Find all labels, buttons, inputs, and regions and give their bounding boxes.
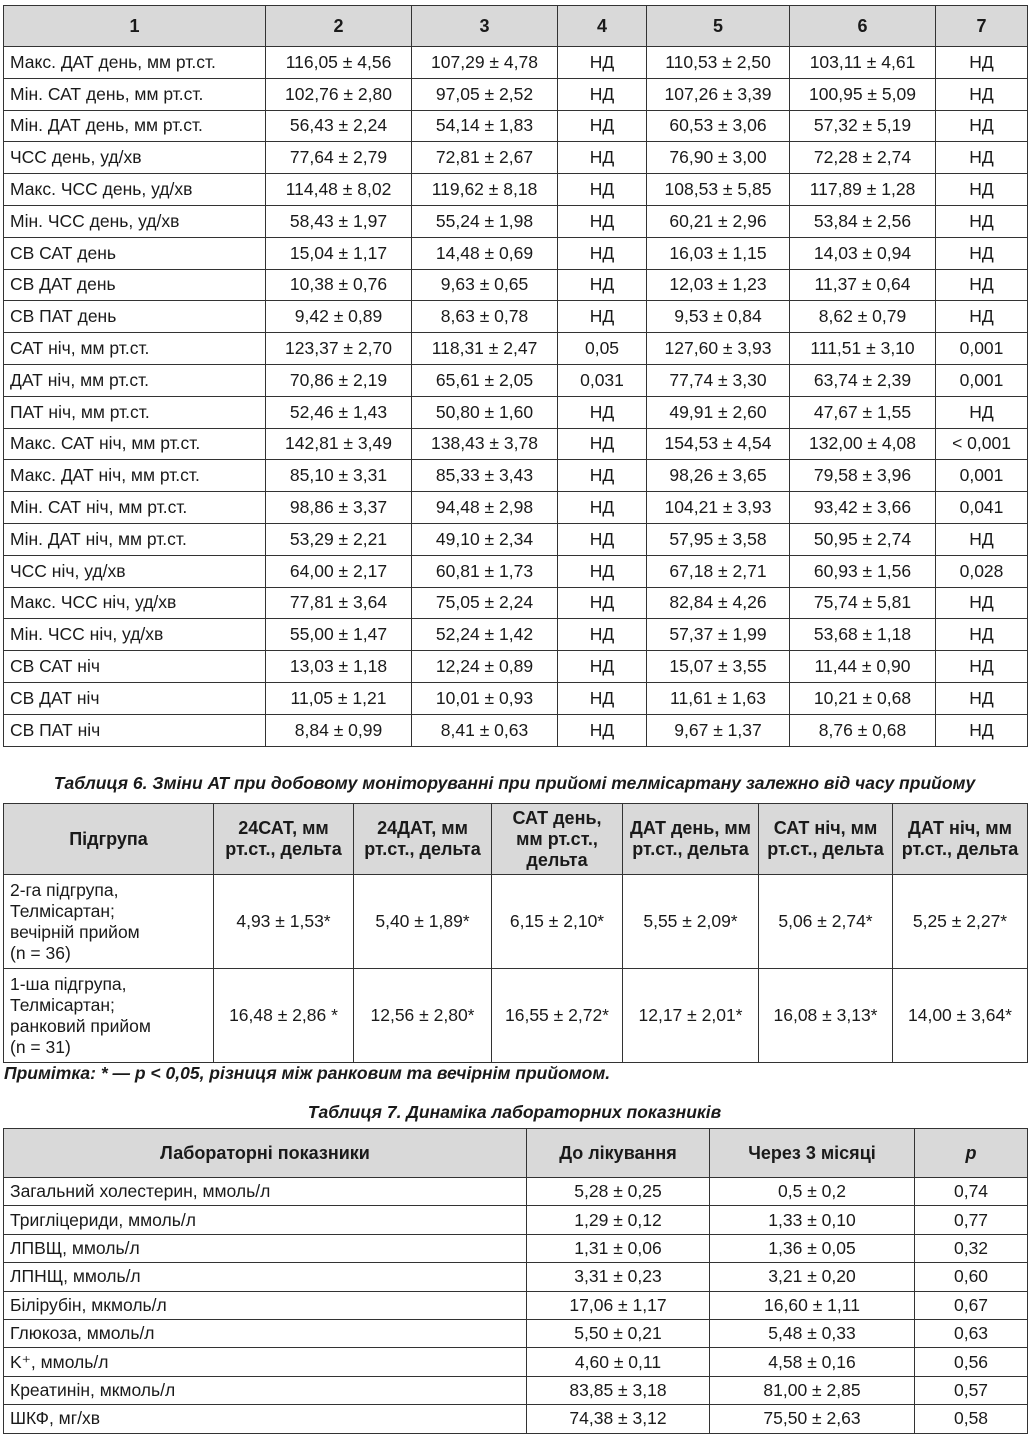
table-cell: 0,05 [558, 333, 647, 365]
row-label-cell: Креатинін, мкмоль/л [4, 1376, 527, 1404]
column-header: САТ ніч, мм рт.ст., дельта [759, 804, 893, 875]
table-cell: 12,24 ± 0,89 [412, 651, 558, 683]
table-cell: 75,74 ± 5,81 [790, 587, 936, 619]
table-body [4, 875, 1028, 1063]
table-row [4, 301, 1028, 333]
table-cell: НД [558, 205, 647, 237]
table-cell: 57,32 ± 5,19 [790, 110, 936, 142]
table-body [4, 1178, 1028, 1434]
table-cell: 60,93 ± 1,56 [790, 555, 936, 587]
column-header: 2 [266, 6, 412, 47]
table-header-row [4, 6, 1028, 47]
table-cell: 5,28 ± 0,25 [527, 1178, 710, 1206]
table-cell: 0,001 [936, 460, 1028, 492]
table-cell: 52,24 ± 1,42 [412, 619, 558, 651]
table-cell: 116,05 ± 4,56 [266, 47, 412, 79]
table-cell: 83,85 ± 3,18 [527, 1376, 710, 1404]
table-cell: 16,03 ± 1,15 [647, 237, 790, 269]
table-cell: 50,95 ± 2,74 [790, 523, 936, 555]
table-cell: 108,53 ± 5,85 [647, 174, 790, 206]
table-row [4, 78, 1028, 110]
table-cell: НД [936, 619, 1028, 651]
table-cell: 5,25 ± 2,27* [893, 875, 1028, 969]
table-cell: 1,29 ± 0,12 [527, 1206, 710, 1234]
table-cell: 0,63 [915, 1319, 1028, 1347]
row-label-cell: Мін. ЧСС день, уд/хв [4, 205, 266, 237]
table-cell: 82,84 ± 4,26 [647, 587, 790, 619]
row-label-cell: ЛПНЩ, ммоль/л [4, 1263, 527, 1291]
table-row [4, 396, 1028, 428]
table-cell: НД [558, 301, 647, 333]
row-label-cell: Мін. ДАТ день, мм рт.ст. [4, 110, 266, 142]
table-row [4, 1263, 1028, 1291]
table-row [4, 587, 1028, 619]
table-cell: 5,40 ± 1,89* [354, 875, 492, 969]
row-label-cell: Мін. ДАТ ніч, мм рт.ст. [4, 523, 266, 555]
table-cell: НД [936, 174, 1028, 206]
table-row [4, 1319, 1028, 1347]
table-cell: 81,00 ± 2,85 [710, 1376, 915, 1404]
table-cell: 47,67 ± 1,55 [790, 396, 936, 428]
table-cell: НД [558, 237, 647, 269]
row-label-cell: СВ САТ ніч [4, 651, 266, 683]
table-cell: 4,60 ± 0,11 [527, 1348, 710, 1376]
row-label-cell: САТ ніч, мм рт.ст. [4, 333, 266, 365]
table-cell: 1,36 ± 0,05 [710, 1234, 915, 1262]
table-row [4, 205, 1028, 237]
table-cell: 5,55 ± 2,09* [623, 875, 759, 969]
table-cell: 67,18 ± 2,71 [647, 555, 790, 587]
table-caption: Таблиця 6. Зміни АТ при добовому моніторуванні при прийомі телмісартану залежно від часу прийому [53, 773, 976, 793]
table-cell: 5,50 ± 0,21 [527, 1319, 710, 1347]
table-cell: < 0,001 [936, 428, 1028, 460]
column-header: 24ДАТ, мм рт.ст., дельта [354, 804, 492, 875]
table-row [4, 1291, 1028, 1319]
table-row [4, 110, 1028, 142]
table-cell: НД [558, 587, 647, 619]
column-header: 24САТ, мм рт.ст., дельта [214, 804, 354, 875]
row-label-cell: ПАТ ніч, мм рт.ст. [4, 396, 266, 428]
table-cell: 138,43 ± 3,78 [412, 428, 558, 460]
table-cell: 12,56 ± 2,80* [354, 969, 492, 1063]
table-cell: НД [936, 142, 1028, 174]
table-cell: 55,24 ± 1,98 [412, 205, 558, 237]
table-cell: НД [936, 205, 1028, 237]
table-row [4, 1178, 1028, 1206]
table-cell: 10,01 ± 0,93 [412, 682, 558, 714]
table-cell: 52,46 ± 1,43 [266, 396, 412, 428]
table-cell: 74,38 ± 3,12 [527, 1405, 710, 1433]
table-cell: 111,51 ± 3,10 [790, 333, 936, 365]
table-cell: 57,37 ± 1,99 [647, 619, 790, 651]
table-cell: 0,56 [915, 1348, 1028, 1376]
table-note: Примітка: * — р < 0,05, різниця між ранковим та вечірнім прийомом. [4, 1063, 611, 1083]
row-label-cell: 2-га підгрупа, Телмісартан; вечірній прийом (n = 36) [4, 875, 214, 969]
table-cell: НД [936, 237, 1028, 269]
table-row [4, 460, 1028, 492]
table-header-row [4, 1129, 1028, 1178]
table-cell: 49,10 ± 2,34 [412, 523, 558, 555]
column-header: ДАТ ніч, мм рт.ст., дельта [893, 804, 1028, 875]
table-cell: 85,10 ± 3,31 [266, 460, 412, 492]
table-cell: 114,48 ± 8,02 [266, 174, 412, 206]
row-label-cell: Тригліцериди, ммоль/л [4, 1206, 527, 1234]
table-5 [3, 5, 1028, 747]
table-cell: 64,00 ± 2,17 [266, 555, 412, 587]
table-cell: 15,04 ± 1,17 [266, 237, 412, 269]
table-cell: 117,89 ± 1,28 [790, 174, 936, 206]
table-cell: НД [558, 492, 647, 524]
table-cell: НД [936, 110, 1028, 142]
row-label-cell: Загальний холестерин, ммоль/л [4, 1178, 527, 1206]
table-row [4, 174, 1028, 206]
column-header: 3 [412, 6, 558, 47]
table-cell: 104,21 ± 3,93 [647, 492, 790, 524]
table-row [4, 619, 1028, 651]
table-cell: 4,93 ± 1,53* [214, 875, 354, 969]
table-cell: 72,28 ± 2,74 [790, 142, 936, 174]
table-cell: 49,91 ± 2,60 [647, 396, 790, 428]
table-cell: 85,33 ± 3,43 [412, 460, 558, 492]
table-cell: 10,21 ± 0,68 [790, 682, 936, 714]
table-cell: 11,61 ± 1,63 [647, 682, 790, 714]
table-cell: 107,26 ± 3,39 [647, 78, 790, 110]
row-label-cell: Макс. ДАТ день, мм рт.ст. [4, 47, 266, 79]
table-cell: НД [558, 428, 647, 460]
table-cell: 103,11 ± 4,61 [790, 47, 936, 79]
table-cell: 57,95 ± 3,58 [647, 523, 790, 555]
column-header: 6 [790, 6, 936, 47]
table-cell: 8,63 ± 0,78 [412, 301, 558, 333]
table-cell: 14,00 ± 3,64* [893, 969, 1028, 1063]
table-cell: 93,42 ± 3,66 [790, 492, 936, 524]
table-cell: 127,60 ± 3,93 [647, 333, 790, 365]
table-cell: 58,43 ± 1,97 [266, 205, 412, 237]
table-7 [3, 1128, 1028, 1434]
table-cell: 98,86 ± 3,37 [266, 492, 412, 524]
table-cell: 5,06 ± 2,74* [759, 875, 893, 969]
table-row [4, 651, 1028, 683]
table-cell: 4,58 ± 0,16 [710, 1348, 915, 1376]
table-cell: 14,48 ± 0,69 [412, 237, 558, 269]
table-cell: 0,031 [558, 364, 647, 396]
table-row [4, 47, 1028, 79]
table-cell: 16,55 ± 2,72* [492, 969, 623, 1063]
table-cell: 53,68 ± 1,18 [790, 619, 936, 651]
table-cell: 5,48 ± 0,33 [710, 1319, 915, 1347]
row-label-cell: Макс. САТ ніч, мм рт.ст. [4, 428, 266, 460]
table-cell: 8,76 ± 0,68 [790, 714, 936, 746]
table-cell: 0,028 [936, 555, 1028, 587]
table-cell: 118,31 ± 2,47 [412, 333, 558, 365]
column-header: 7 [936, 6, 1028, 47]
table-cell: 0,58 [915, 1405, 1028, 1433]
table-row [4, 1234, 1028, 1262]
table-cell: НД [936, 714, 1028, 746]
column-header: 1 [4, 6, 266, 47]
table-cell: 15,07 ± 3,55 [647, 651, 790, 683]
table-cell: НД [558, 555, 647, 587]
table-cell: 0,041 [936, 492, 1028, 524]
table-cell: 100,95 ± 5,09 [790, 78, 936, 110]
table-row [4, 969, 1028, 1063]
table-cell: 1,31 ± 0,06 [527, 1234, 710, 1262]
table-cell: 0,001 [936, 333, 1028, 365]
table-cell: 11,37 ± 0,64 [790, 269, 936, 301]
table-cell: 3,31 ± 0,23 [527, 1263, 710, 1291]
table-cell: НД [558, 269, 647, 301]
table-cell: НД [558, 396, 647, 428]
table-cell: 16,48 ± 2,86 * [214, 969, 354, 1063]
table-cell: НД [558, 619, 647, 651]
table-cell: НД [936, 587, 1028, 619]
column-header: ДАТ день, мм рт.ст., дельта [623, 804, 759, 875]
table-cell: 50,80 ± 1,60 [412, 396, 558, 428]
table-cell: 9,63 ± 0,65 [412, 269, 558, 301]
table-cell: 142,81 ± 3,49 [266, 428, 412, 460]
table-row [4, 269, 1028, 301]
row-label-cell: Мін. САТ день, мм рт.ст. [4, 78, 266, 110]
table-cell: 75,50 ± 2,63 [710, 1405, 915, 1433]
table-cell: 16,60 ± 1,11 [710, 1291, 915, 1319]
table-cell: 9,42 ± 0,89 [266, 301, 412, 333]
row-label-cell: СВ ПАТ ніч [4, 714, 266, 746]
table-cell: 60,81 ± 1,73 [412, 555, 558, 587]
table-cell: 72,81 ± 2,67 [412, 142, 558, 174]
table-cell: НД [936, 78, 1028, 110]
table-cell: НД [558, 460, 647, 492]
table-cell: 119,62 ± 8,18 [412, 174, 558, 206]
table-cell: 75,05 ± 2,24 [412, 587, 558, 619]
table-cell: 0,57 [915, 1376, 1028, 1404]
row-label-cell: Мін. ЧСС ніч, уд/хв [4, 619, 266, 651]
row-label-cell: ЛПВЩ, ммоль/л [4, 1234, 527, 1262]
table-cell: 97,05 ± 2,52 [412, 78, 558, 110]
table-cell: 0,001 [936, 364, 1028, 396]
column-header: Лабораторні показники [4, 1129, 527, 1178]
table-cell: 8,62 ± 0,79 [790, 301, 936, 333]
table-cell: 76,90 ± 3,00 [647, 142, 790, 174]
table-cell: 14,03 ± 0,94 [790, 237, 936, 269]
column-header: Через 3 місяці [710, 1129, 915, 1178]
table-row [4, 875, 1028, 969]
table-cell: НД [936, 269, 1028, 301]
row-label-cell: СВ ПАТ день [4, 301, 266, 333]
table-cell: 17,06 ± 1,17 [527, 1291, 710, 1319]
row-label-cell: ЧСС день, уд/хв [4, 142, 266, 174]
table-cell: НД [936, 523, 1028, 555]
table-cell: НД [558, 714, 647, 746]
table-cell: 53,84 ± 2,56 [790, 205, 936, 237]
table-cell: 63,74 ± 2,39 [790, 364, 936, 396]
table-row [4, 1348, 1028, 1376]
table-cell: 107,29 ± 4,78 [412, 47, 558, 79]
row-label-cell: Мін. САТ ніч, мм рт.ст. [4, 492, 266, 524]
table-cell: 54,14 ± 1,83 [412, 110, 558, 142]
row-label-cell: Білірубін, мкмоль/л [4, 1291, 527, 1319]
table-cell: НД [558, 651, 647, 683]
table-cell: 60,21 ± 2,96 [647, 205, 790, 237]
row-label-cell: СВ ДАТ день [4, 269, 266, 301]
row-label-cell: Макс. ДАТ ніч, мм рт.ст. [4, 460, 266, 492]
table-cell: 12,03 ± 1,23 [647, 269, 790, 301]
row-label-cell: СВ САТ день [4, 237, 266, 269]
table-row [4, 1206, 1028, 1234]
table-row [4, 142, 1028, 174]
table-cell: 56,43 ± 2,24 [266, 110, 412, 142]
table-cell: 70,86 ± 2,19 [266, 364, 412, 396]
row-label-cell: Макс. ЧСС ніч, уд/хв [4, 587, 266, 619]
table-cell: 0,74 [915, 1178, 1028, 1206]
row-label-cell: K⁺, ммоль/л [4, 1348, 527, 1376]
row-label-cell: ДАТ ніч, мм рт.ст. [4, 364, 266, 396]
table-cell: 77,74 ± 3,30 [647, 364, 790, 396]
column-header: p [915, 1129, 1028, 1178]
table-cell: 11,05 ± 1,21 [266, 682, 412, 714]
table-cell: 102,76 ± 2,80 [266, 78, 412, 110]
table-cell: 65,61 ± 2,05 [412, 364, 558, 396]
table-cell: 3,21 ± 0,20 [710, 1263, 915, 1291]
table-cell: НД [936, 396, 1028, 428]
table-cell: НД [936, 301, 1028, 333]
table-header-row [4, 804, 1028, 875]
table-cell: 13,03 ± 1,18 [266, 651, 412, 683]
table-cell: 16,08 ± 3,13* [759, 969, 893, 1063]
table-cell: 53,29 ± 2,21 [266, 523, 412, 555]
table-cell: НД [936, 682, 1028, 714]
column-header: 4 [558, 6, 647, 47]
table-cell: НД [558, 523, 647, 555]
table-cell: 9,53 ± 0,84 [647, 301, 790, 333]
table-cell: 8,84 ± 0,99 [266, 714, 412, 746]
row-label-cell: СВ ДАТ ніч [4, 682, 266, 714]
row-label-cell: 1-ша підгрупа, Телмісартан; ранковий прийом (n = 31) [4, 969, 214, 1063]
table-cell: 77,81 ± 3,64 [266, 587, 412, 619]
table-row [4, 1405, 1028, 1433]
table-cell: 12,17 ± 2,01* [623, 969, 759, 1063]
table-cell: НД [558, 174, 647, 206]
table-cell: 0,60 [915, 1263, 1028, 1291]
table-row [4, 714, 1028, 746]
table-caption: Таблиця 7. Динаміка лабораторних показників [307, 1102, 722, 1122]
table-cell: 0,5 ± 0,2 [710, 1178, 915, 1206]
table-cell: НД [558, 47, 647, 79]
column-header: До лікування [527, 1129, 710, 1178]
column-header: Підгрупа [4, 804, 214, 875]
table-row [4, 492, 1028, 524]
table-cell: 132,00 ± 4,08 [790, 428, 936, 460]
column-header: САТ день, мм рт.ст., дельта [492, 804, 623, 875]
table-cell: 10,38 ± 0,76 [266, 269, 412, 301]
table-cell: 94,48 ± 2,98 [412, 492, 558, 524]
table-cell: 8,41 ± 0,63 [412, 714, 558, 746]
row-label-cell: Макс. ЧСС день, уд/хв [4, 174, 266, 206]
table-6 [3, 803, 1028, 1063]
table-cell: 98,26 ± 3,65 [647, 460, 790, 492]
table-cell: НД [936, 651, 1028, 683]
table-row [4, 682, 1028, 714]
table-cell: НД [558, 110, 647, 142]
table-cell: НД [936, 47, 1028, 79]
table-body [4, 47, 1028, 747]
table-row [4, 555, 1028, 587]
table-cell: 0,77 [915, 1206, 1028, 1234]
table-row [4, 237, 1028, 269]
table-row [4, 333, 1028, 365]
table-cell: 77,64 ± 2,79 [266, 142, 412, 174]
table-row [4, 364, 1028, 396]
table-cell: 0,32 [915, 1234, 1028, 1262]
table-cell: 123,37 ± 2,70 [266, 333, 412, 365]
table-cell: НД [558, 682, 647, 714]
table-cell: 110,53 ± 2,50 [647, 47, 790, 79]
table-cell: 154,53 ± 4,54 [647, 428, 790, 460]
table-cell: НД [558, 78, 647, 110]
row-label-cell: ШКФ, мг/хв [4, 1405, 527, 1433]
table-cell: 6,15 ± 2,10* [492, 875, 623, 969]
table-cell: 60,53 ± 3,06 [647, 110, 790, 142]
table-cell: 79,58 ± 3,96 [790, 460, 936, 492]
table-row [4, 1376, 1028, 1404]
row-label-cell: Глюкоза, ммоль/л [4, 1319, 527, 1347]
table-cell: НД [558, 142, 647, 174]
table-cell: 55,00 ± 1,47 [266, 619, 412, 651]
table-cell: 0,67 [915, 1291, 1028, 1319]
column-header: 5 [647, 6, 790, 47]
row-label-cell: ЧСС ніч, уд/хв [4, 555, 266, 587]
table-cell: 9,67 ± 1,37 [647, 714, 790, 746]
table-cell: 1,33 ± 0,10 [710, 1206, 915, 1234]
table-row [4, 523, 1028, 555]
table-row [4, 428, 1028, 460]
table-cell: 11,44 ± 0,90 [790, 651, 936, 683]
